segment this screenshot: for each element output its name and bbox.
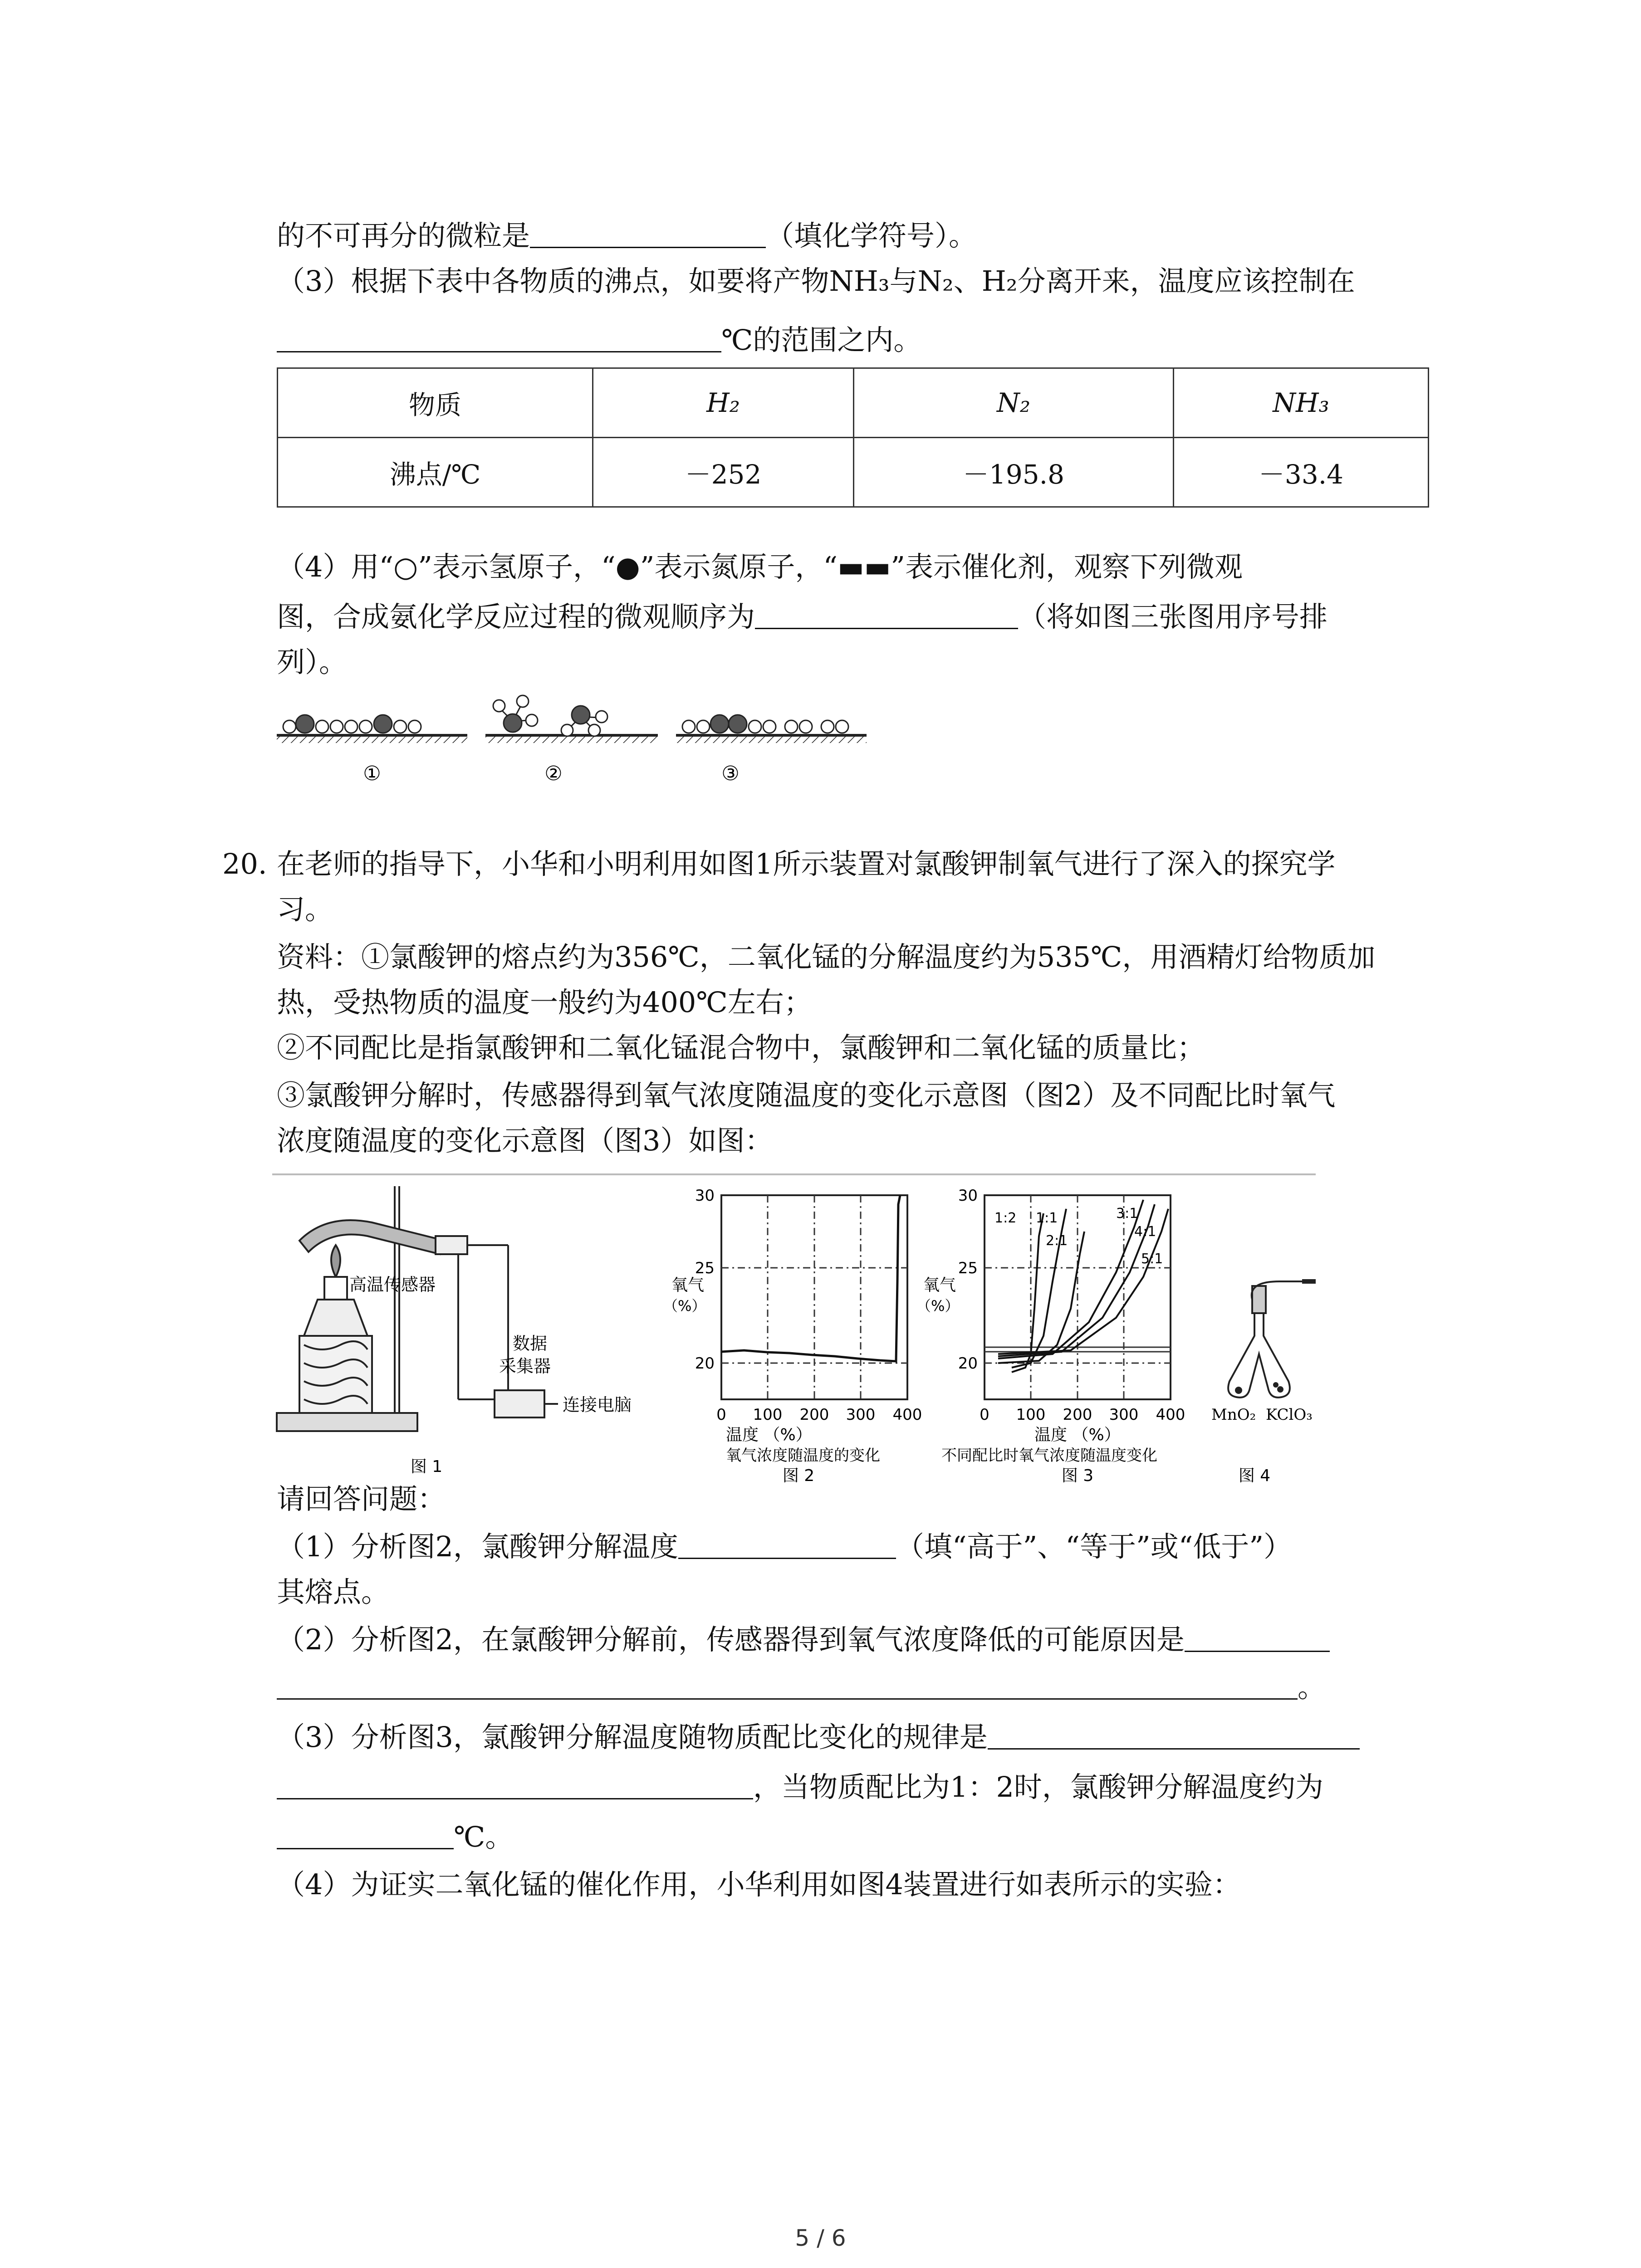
fig2-xtick: 400 [892, 1406, 922, 1424]
fig3-ytick: 30 [958, 1187, 978, 1205]
answer-blank[interactable] [678, 1530, 896, 1559]
q20-a3-text2: ，当物质配比为1：2时，氯酸钾分解温度约为 [753, 1770, 1323, 1804]
fig2-ytick: 20 [695, 1354, 715, 1373]
answer-blank[interactable] [277, 1820, 454, 1849]
fig3-curve-1-2 [1012, 1213, 1043, 1372]
q20-info1b: 热，受热物质的温度一般约为400℃左右； [277, 986, 812, 1019]
q20-number: 20. [222, 847, 267, 880]
fig1-computer-label: 连接电脑 [563, 1395, 632, 1415]
fig1-sensor-label: 高温传感器 [349, 1275, 436, 1295]
micro-label-1: ① [363, 762, 381, 785]
q19-p4-line2 [277, 599, 1327, 635]
fig3-ratio-label: 4:1 [1134, 1224, 1156, 1240]
answer-blank[interactable] [1185, 1623, 1330, 1652]
page-number: 5 / 6 [795, 2225, 846, 2251]
fig1-caption: 图 1 [410, 1457, 443, 1476]
answer-blank[interactable] [277, 1770, 753, 1799]
fig2-xtick: 200 [799, 1406, 829, 1424]
q20-info3b: 浓度随温度的变化示意图（图3）如图： [277, 1124, 773, 1157]
q20-a2-text: （2）分析图2，在氯酸钾分解前，传感器得到氧气浓度降低的可能原因是 [277, 1623, 1185, 1656]
answer-blank[interactable] [277, 323, 721, 352]
fig4-y-tube [1228, 1281, 1316, 1398]
micro-diagram-1 [277, 715, 467, 743]
fig2-xtick: 100 [753, 1406, 783, 1424]
table-row [278, 368, 1429, 438]
fig3-xtick: 300 [1109, 1406, 1139, 1424]
q20-a3 [277, 1719, 1360, 1755]
q19-p4-line1: （4）用“○”表示氢原子，“●”表示氮原子，“▬▬”表示催化剂，观察下列微观 [277, 550, 1243, 583]
q19-p4-line3: 列）。 [277, 645, 348, 679]
q20-info3a: ③氯酸钾分解时，传感器得到氧气浓度随温度的变化示意图（图2）及不同配比时氧气 [277, 1079, 1336, 1112]
q20-a3-line2 [277, 1769, 1323, 1805]
table-row [278, 438, 1429, 507]
q19-p3-line2 [277, 322, 921, 358]
answer-blank[interactable] [277, 1670, 1298, 1700]
q19-p4-hint: （将如图三张图用序号排 [1018, 600, 1328, 633]
table-header: NH₃ [1174, 368, 1429, 438]
fig3-subtitle: 不同配比时氧气浓度随温度变化 [941, 1447, 1157, 1465]
q19-p4-text: 图，合成氨化学反应过程的微观顺序为 [277, 600, 755, 633]
q20-prompt: 请回答问题： [277, 1482, 446, 1515]
fig3-caption: 图 3 [1061, 1466, 1094, 1485]
micro-view-diagrams [277, 685, 876, 798]
boiling-point-table [277, 367, 1429, 508]
fig3-ratio-label: 1:2 [994, 1210, 1017, 1226]
micro-label-2: ② [544, 762, 563, 785]
q20-a3-unit: ℃。 [454, 1820, 514, 1853]
fig3-ylabel-unit: （%） [916, 1297, 960, 1315]
q20-a2-end: 。 [1298, 1671, 1326, 1704]
q19-p2-hint: （填化学符号）。 [766, 219, 977, 252]
q20-a2 [277, 1622, 1330, 1658]
answer-blank[interactable] [530, 219, 766, 248]
fig3-ratio-label: 5:1 [1141, 1251, 1163, 1267]
fig3-xtick: 400 [1156, 1406, 1185, 1424]
table-header: 物质 [278, 368, 593, 438]
micro-diagram-3 [676, 715, 867, 743]
q20-a1-hint: （填“高于”、“等于”或“低于”） [896, 1530, 1292, 1563]
micro-diagram-2 [485, 695, 658, 743]
table-header: H₂ [593, 368, 854, 438]
q19-p3-line1: （3）根据下表中各物质的沸点，如要将产物NH₃与N₂、H₂分离开来，温度应该控制在 [277, 264, 1355, 298]
figures-panel [272, 1173, 1370, 1499]
q19-p2-text: 的不可再分的微粒是 [277, 219, 530, 252]
table-cell: －252 [593, 438, 854, 507]
q20-intro2: 习。 [277, 893, 333, 926]
fig4-mno2-label: MnO₂ [1211, 1406, 1256, 1424]
q20-a1c: 其熔点。 [277, 1575, 390, 1608]
table-cell: 沸点/℃ [278, 438, 593, 507]
fig3-xtick: 100 [1016, 1406, 1046, 1424]
fig1-apparatus [277, 1186, 558, 1431]
fig3-xtick: 0 [980, 1406, 989, 1424]
table-cell: －195.8 [854, 438, 1174, 507]
fig2-ytick: 30 [695, 1187, 715, 1205]
fig2-ylabel-unit: （%） [663, 1297, 706, 1315]
q20-a1 [277, 1529, 1292, 1565]
fig2-xlabel: 温度 （%） [726, 1426, 812, 1444]
answer-blank[interactable] [988, 1720, 1360, 1750]
fig2-xtick: 300 [846, 1406, 876, 1424]
fig1-collector-label2: 采集器 [499, 1356, 551, 1376]
fig3-ylabel: 氧气 [923, 1276, 956, 1295]
fig3-curve-3-1 [998, 1200, 1143, 1359]
q20-a3-text: （3）分析图3，氯酸钾分解温度随物质配比变化的规律是 [277, 1721, 988, 1754]
fig2-ytick: 25 [695, 1259, 715, 1277]
q20-info2: ②不同配比是指氯酸钾和二氧化锰混合物中，氯酸钾和二氧化锰的质量比； [277, 1031, 1205, 1064]
q19-p3-unit: ℃的范围之内。 [721, 323, 922, 357]
fig2-curve [721, 1195, 900, 1361]
fig2-ylabel: 氧气 [671, 1276, 705, 1295]
fig4-caption: 图 4 [1238, 1466, 1271, 1485]
fig3-xlabel: 温度 （%） [1034, 1426, 1121, 1444]
fig3-ratio-label: 1:1 [1036, 1210, 1058, 1226]
q19-p2 [277, 218, 977, 254]
fig3-ytick: 20 [958, 1354, 978, 1373]
micro-label-3: ③ [721, 762, 740, 785]
table-header: N₂ [854, 368, 1174, 438]
fig3-ratio-label: 3:1 [1116, 1206, 1138, 1222]
q20-info1a: 资料：①氯酸钾的熔点约为356℃，二氧化锰的分解温度约为535℃，用酒精灯给物质加 [277, 940, 1376, 973]
fig2-plot [721, 1195, 907, 1399]
q20-a2-line2 [277, 1669, 1326, 1706]
answer-blank[interactable] [755, 600, 1018, 629]
fig3-ytick: 25 [958, 1259, 978, 1277]
fig3-ratio-label: 2:1 [1046, 1233, 1068, 1249]
fig4-kclo3-label: KClO₃ [1266, 1406, 1313, 1424]
fig2-subtitle: 氧气浓度随温度的变化 [726, 1447, 880, 1465]
q20-a3-line3 [277, 1819, 513, 1855]
q20-intro1: 在老师的指导下，小华和小明利用如图1所示装置对氯酸钾制氧气进行了深入的探究学 [277, 847, 1336, 880]
fig3-xtick: 200 [1063, 1406, 1092, 1424]
q20-a4: （4）为证实二氧化锰的催化作用，小华利用如图4装置进行如表所示的实验： [277, 1868, 1241, 1901]
fig2-xtick: 0 [716, 1406, 726, 1424]
fig1-collector-label: 数据 [513, 1334, 548, 1354]
table-cell: －33.4 [1174, 438, 1429, 507]
q20-a1-text: （1）分析图2，氯酸钾分解温度 [277, 1530, 678, 1563]
fig2-caption: 图 2 [782, 1466, 815, 1485]
